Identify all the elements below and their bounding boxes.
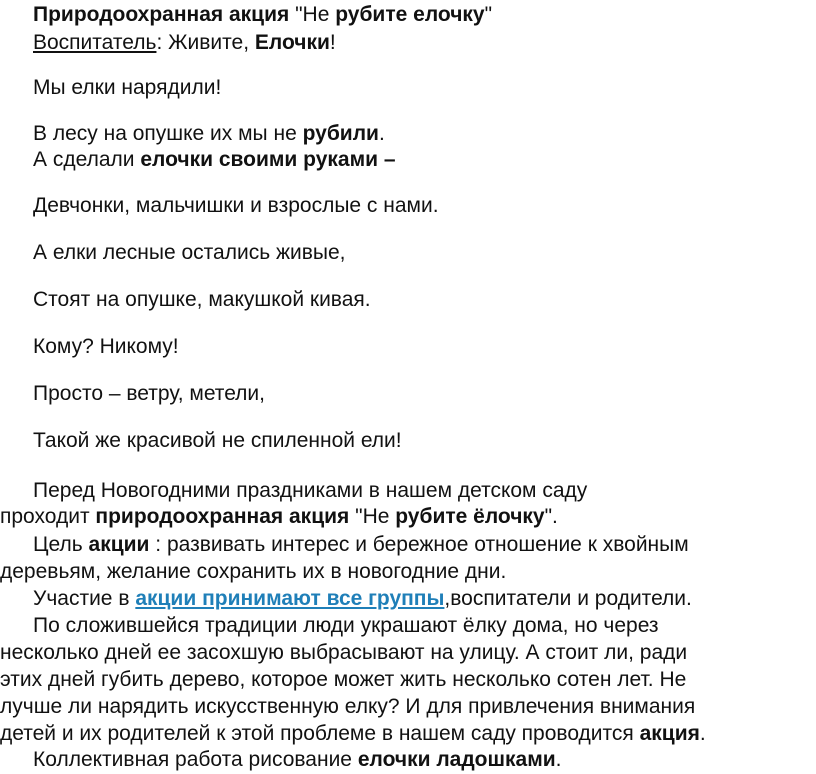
poem-line-5: А елки лесные остались живые, [33,241,346,264]
paragraph-2-line-2: деревьям, желание сохранить их в новогодние дни. [0,560,507,583]
poem-line-2: В лесу на опушке их мы не рубили. [33,122,385,145]
poem-line-4: Девчонки, мальчишки и взрослые с нами. [33,194,439,217]
paragraph-4-line-1: По сложившейся традиции люди украшают ёлку дома, но через [33,614,659,637]
paragraph-4-line-3: этих дней губить дерево, которое может жить несколько сотен лет. Не [0,668,687,691]
paragraph-4-line-4: лучше ли нарядить искусственную елку? И для привлечения внимания [0,695,696,718]
document-title: Природоохранная акция "Не рубите елочку" [33,3,493,26]
paragraph-5-line: Коллективная работа рисование елочки ладошками. [33,748,562,771]
groups-participation-link[interactable]: акции принимают все группы [135,587,445,610]
paragraph-1-line-1: Перед Новогодними праздниками в нашем детском саду [33,479,588,502]
poem-line-1: Мы елки нарядили! [33,76,222,99]
poem-line-8: Просто – ветру, метели, [33,382,265,405]
paragraph-1-line-2: проходит природоохранная акция "Не рубите ёлочку". [0,505,558,528]
paragraph-3-line: Участие в акции принимают все группы,воспитатели и родители. [33,587,692,610]
dedication-line: Воспитатель: Живите, Елочки! [33,31,336,54]
paragraph-4-line-5: детей и их родителей к этой проблеме в нашем саду проводится акция. [0,722,706,745]
poem-line-6: Стоят на опушке, макушкой кивая. [33,288,371,311]
poem-line-3: А сделали елочки своими руками – [33,148,396,171]
paragraph-2-line-1: Цель акции : развивать интерес и бережное отношение к хвойным [33,533,689,556]
poem-line-9: Такой же красивой не спиленной ели! [33,429,402,452]
paragraph-4-line-2: несколько дней ее засохшую выбрасывают на улицу. А стоит ли, ради [0,641,688,664]
poem-line-7: Кому? Никому! [33,335,179,358]
